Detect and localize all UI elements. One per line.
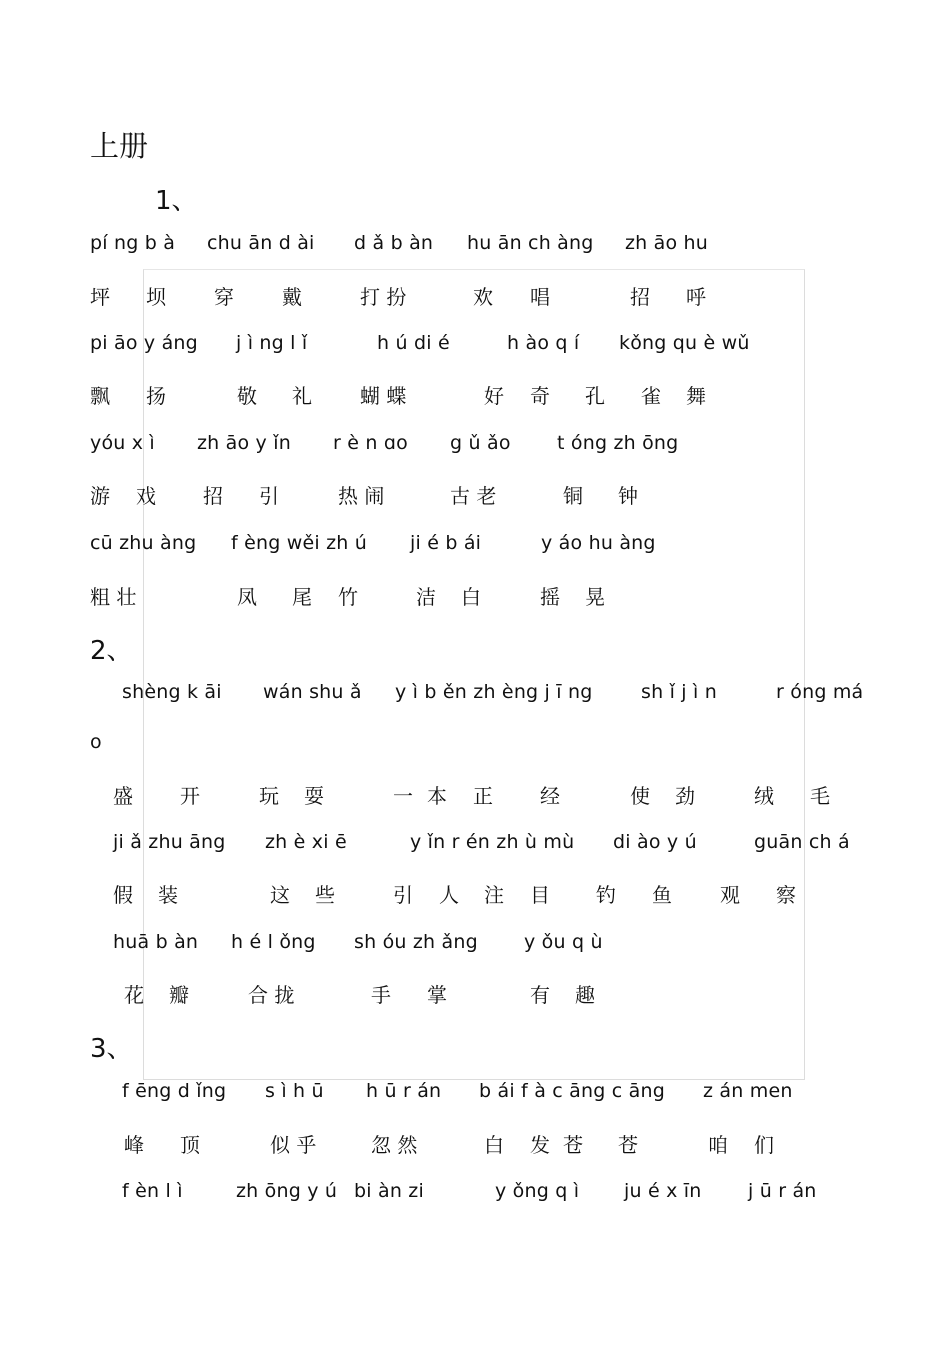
pinyin-word: o	[90, 731, 102, 753]
hanzi-word: 晃	[585, 585, 605, 609]
pinyin-word: ju é x īn	[624, 1180, 702, 1202]
pinyin-word: r è n ɑo	[333, 432, 408, 454]
pinyin-word: kǒng qu è wǔ	[619, 332, 750, 354]
hanzi-word: 竹	[338, 585, 358, 609]
hanzi-word: 苍	[563, 1133, 583, 1157]
hanzi-word: 敬	[237, 384, 257, 408]
hanzi-word: 这	[270, 883, 290, 907]
hanzi-word: 合 拢	[248, 983, 295, 1007]
hanzi-word: 本	[427, 784, 447, 808]
pinyin-word: cū zhu àng	[90, 532, 197, 554]
pinyin-word: d ǎ b àn	[354, 232, 434, 254]
pinyin-word: j ū r án	[748, 1180, 817, 1202]
hanzi-word: 礼	[292, 384, 312, 408]
hanzi-word: 正	[473, 784, 493, 808]
hanzi-word: 欢	[473, 285, 493, 309]
pinyin-word: pi āo y áng	[90, 332, 198, 354]
pinyin-word: f èn l ì	[122, 1180, 183, 1202]
hanzi-word: 手	[371, 983, 391, 1007]
hanzi-word: 招	[203, 484, 223, 508]
pinyin-word: guān ch á	[754, 831, 850, 853]
hanzi-word: 凤	[237, 585, 257, 609]
pinyin-word: t óng zh ōng	[557, 432, 679, 454]
hanzi-word: 鱼	[652, 883, 672, 907]
pinyin-word: y ǒng q ì	[495, 1180, 580, 1202]
hanzi-word: 毛	[810, 784, 830, 808]
hanzi-word: 戏	[136, 484, 156, 508]
hanzi-word: 引	[393, 883, 413, 907]
hanzi-word: 洁	[416, 585, 436, 609]
pinyin-word: y ǐn r én zh ù mù	[410, 831, 575, 853]
hanzi-word: 咱	[708, 1133, 728, 1157]
pinyin-word: zh āo hu	[625, 232, 709, 254]
pinyin-word: s ì h ū	[265, 1080, 324, 1102]
hanzi-word: 雀	[641, 384, 661, 408]
hanzi-word: 古 老	[450, 484, 497, 508]
pinyin-word: pí ng b à	[90, 232, 176, 254]
pinyin-word: bi àn zi	[354, 1180, 424, 1202]
hanzi-word: 忽 然	[371, 1133, 418, 1157]
hanzi-word: 钓	[596, 883, 616, 907]
pinyin-word: z án men	[703, 1080, 793, 1102]
pinyin-word: ji ǎ zhu āng	[113, 831, 226, 853]
hanzi-word: 察	[776, 883, 796, 907]
hanzi-word: 玩	[259, 784, 279, 808]
hanzi-word: 经	[540, 784, 560, 808]
hanzi-word: 人	[439, 883, 459, 907]
hanzi-word: 坪	[90, 285, 110, 309]
pinyin-word: h ú di é	[377, 332, 450, 354]
hanzi-word: 奇	[530, 384, 550, 408]
pinyin-word: h é l ǒng	[231, 931, 316, 953]
hanzi-word: 发	[530, 1133, 550, 1157]
pinyin-word: j ì ng l ǐ	[236, 332, 308, 354]
pinyin-word: r óng má	[776, 681, 864, 703]
hanzi-word: 尾	[292, 585, 312, 609]
hanzi-word: 扬	[146, 384, 166, 408]
pinyin-word: di ào y ú	[613, 831, 697, 853]
hanzi-word: 有	[530, 983, 550, 1007]
hanzi-word: 一	[393, 784, 413, 808]
hanzi-word: 开	[180, 784, 200, 808]
pinyin-word: h ào q í	[507, 332, 580, 354]
hanzi-word: 孔	[585, 384, 605, 408]
hanzi-word: 呼	[686, 285, 706, 309]
pinyin-word: y ǒu q ù	[524, 931, 603, 953]
pinyin-word: hu ān ch àng	[467, 232, 594, 254]
hanzi-word: 瓣	[169, 983, 189, 1007]
hanzi-word: 目	[530, 883, 550, 907]
pinyin-word: wán shu ǎ	[263, 681, 362, 703]
pinyin-word: f èng wěi zh ú	[231, 532, 368, 554]
pinyin-word: sh ǐ j ì n	[641, 681, 717, 703]
hanzi-word: 峰	[124, 1133, 144, 1157]
hanzi-word: 打 扮	[360, 285, 407, 309]
hanzi-word: 舞	[686, 384, 706, 408]
hanzi-word: 绒	[754, 784, 774, 808]
pinyin-word: h ū r án	[366, 1080, 442, 1102]
pinyin-word: ji é b ái	[410, 532, 482, 554]
hanzi-word: 苍	[618, 1133, 638, 1157]
hanzi-word: 耍	[304, 784, 324, 808]
pinyin-word: f ēng d ǐng	[122, 1080, 227, 1102]
hanzi-word: 似 乎	[270, 1133, 317, 1157]
hanzi-word: 游	[90, 484, 110, 508]
pinyin-word: zh ōng y ú	[236, 1180, 338, 1202]
hanzi-word: 唱	[530, 285, 550, 309]
hanzi-word: 穿	[214, 285, 234, 309]
hanzi-word: 飘	[90, 384, 110, 408]
hanzi-word: 引	[259, 484, 279, 508]
hanzi-word: 假	[113, 883, 133, 907]
hanzi-word: 白	[461, 585, 481, 609]
pinyin-word: zh è xi ē	[265, 831, 347, 853]
section-label: 2、	[90, 636, 133, 666]
pinyin-word: sh óu zh ǎng	[354, 931, 478, 953]
pinyin-word: y ì b ěn zh èng j ī ng	[395, 681, 593, 703]
pinyin-word: shèng k āi	[122, 681, 222, 703]
pinyin-word: b ái f à c āng c āng	[479, 1080, 665, 1102]
hanzi-word: 热 闹	[338, 484, 385, 508]
hanzi-word: 好	[484, 384, 504, 408]
hanzi-word: 招	[630, 285, 650, 309]
hanzi-word: 些	[315, 883, 335, 907]
hanzi-word: 铜	[563, 484, 583, 508]
hanzi-word: 装	[158, 883, 178, 907]
hanzi-word: 粗 壮	[90, 585, 137, 609]
pinyin-word: y áo hu àng	[541, 532, 656, 554]
hanzi-word: 注	[484, 883, 504, 907]
hanzi-word: 戴	[282, 285, 302, 309]
hanzi-word: 盛	[113, 784, 133, 808]
hanzi-word: 趣	[575, 983, 595, 1007]
hanzi-word: 花	[124, 983, 144, 1007]
section-label: 3、	[90, 1034, 133, 1064]
hanzi-word: 使	[630, 784, 650, 808]
hanzi-word: 钟	[618, 484, 638, 508]
hanzi-word: 摇	[540, 585, 560, 609]
hanzi-word: 观	[720, 883, 740, 907]
pinyin-word: chu ān d ài	[207, 232, 315, 254]
hanzi-word: 白	[484, 1133, 504, 1157]
section-label: 1、	[155, 186, 198, 216]
hanzi-word: 们	[754, 1133, 774, 1157]
pinyin-word: yóu x ì	[90, 432, 155, 454]
page-title: 上册	[90, 129, 149, 163]
pinyin-word: g ǔ ǎo	[450, 432, 511, 454]
pinyin-word: huā b àn	[113, 931, 199, 953]
hanzi-word: 掌	[427, 983, 447, 1007]
hanzi-word: 蝴 蝶	[360, 384, 407, 408]
hanzi-word: 坝	[146, 285, 166, 309]
hanzi-word: 顶	[180, 1133, 200, 1157]
hanzi-word: 劲	[675, 784, 695, 808]
pinyin-word: zh āo y ǐn	[197, 432, 291, 454]
